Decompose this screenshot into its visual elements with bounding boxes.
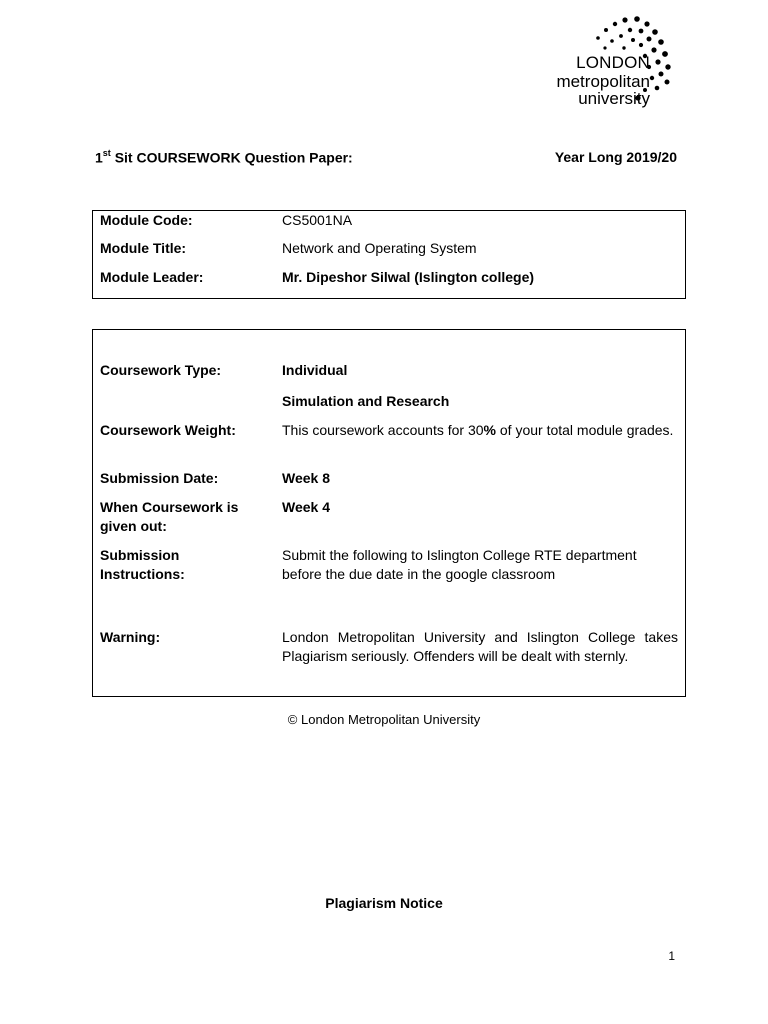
given-out-value: Week 4 <box>282 499 330 515</box>
given-out-label: When Coursework is given out: <box>100 499 239 534</box>
module-title-value: Network and Operating System <box>282 240 477 256</box>
logo-text-metropolitan: metropolitan <box>556 72 650 91</box>
plagiarism-notice-heading: Plagiarism Notice <box>325 895 443 911</box>
coursework-info-box <box>92 329 686 697</box>
warning-value: London Metropolitan University and Islington College takes Plagiarism seriously. Offenders will be dealt with sternly. <box>282 629 678 664</box>
submission-date-label: Submission Date: <box>100 470 219 486</box>
heading-text: Sit COURSEWORK Question Paper: <box>110 149 353 166</box>
paper-heading <box>95 149 353 166</box>
module-leader-label: Module Leader: <box>100 269 204 285</box>
warning-label: Warning: <box>100 629 161 645</box>
academic-year: Year Long 2019/20 <box>554 149 677 165</box>
sit-suffix: st <box>102 148 111 158</box>
copyright-notice: © London Metropolitan University <box>287 712 481 727</box>
coursework-weight-value <box>282 421 678 440</box>
page-number: 1 <box>668 949 675 963</box>
module-info-box <box>92 210 686 299</box>
module-code-label: Module Code: <box>100 212 193 228</box>
logo-text-london: LONDON <box>576 53 650 72</box>
weight-percent-sign: % <box>483 422 496 438</box>
module-code-value: CS5001NA <box>282 212 353 228</box>
coursework-type-label: Coursework Type: <box>100 362 222 378</box>
coursework-type-value-2: Simulation and Research <box>282 393 450 409</box>
submission-instructions-value: Submit the following to Islington College RTE department before the due date in the google classroom <box>282 547 637 582</box>
submission-instructions-label: Submission Instructions: <box>100 547 185 582</box>
weight-text-post: of your total module grades. <box>495 422 674 438</box>
sit-number: 1 <box>95 149 103 166</box>
weight-text-pre: This coursework accounts for 30 <box>282 422 484 438</box>
module-title-label: Module Title: <box>100 240 187 256</box>
submission-date-value: Week 8 <box>282 470 330 486</box>
logo-text-university: university <box>578 89 650 108</box>
module-leader-value: Mr. Dipeshor Silwal (Islington college) <box>282 269 535 285</box>
coursework-weight-label: Coursework Weight: <box>100 422 236 438</box>
coursework-type-value: Individual <box>282 362 348 378</box>
